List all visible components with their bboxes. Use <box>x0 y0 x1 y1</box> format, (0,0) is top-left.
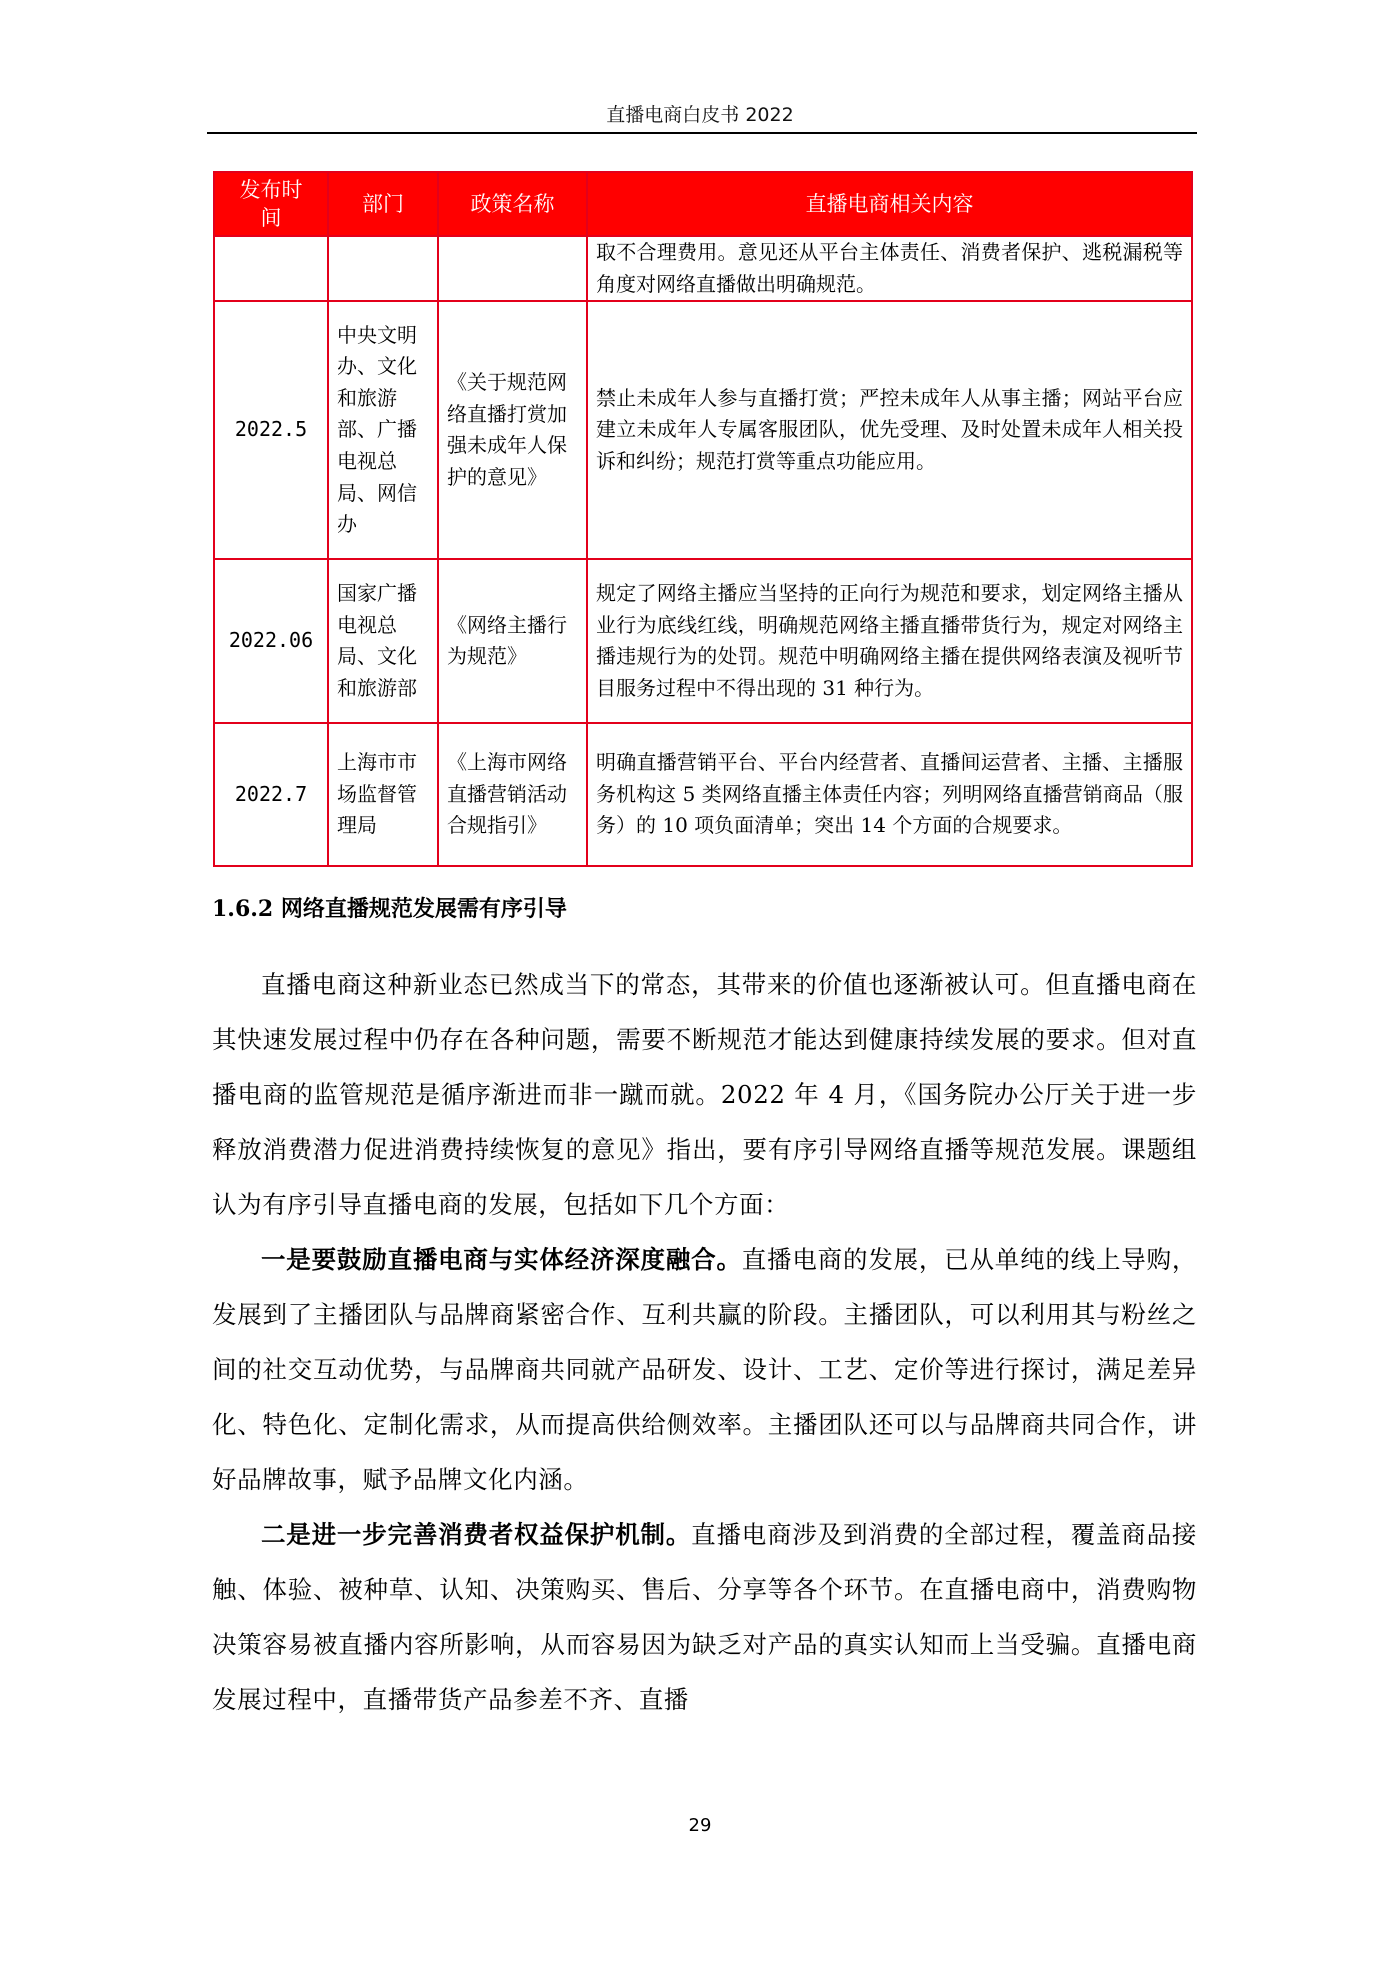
table-row <box>214 236 1192 301</box>
column-header-dept: 部门 <box>328 172 438 236</box>
cell-content <box>587 301 1192 559</box>
cell-content <box>587 723 1192 866</box>
page-number: 29 <box>688 1815 712 1836</box>
table-row <box>214 301 1192 559</box>
running-header-title: 直播电商白皮书 2022 <box>606 104 794 126</box>
cell-date <box>214 236 328 301</box>
cell-dept <box>328 236 438 301</box>
paragraph-text: 直播电商涉及到消费的全部过程，覆盖商品接触、体验、被种草、认知、决策购买、售后、分享等各个环节。在直播电商中，消费购物决策容易被直播内容所影响，从而容易因为缺乏对产品的真实认知而上当受骗。直播电商发展过程中，直播带货产品参差不齐、直播 <box>212 1520 1198 1714</box>
table-row <box>214 723 1192 866</box>
column-header-content: 直播电商相关内容 <box>587 172 1192 236</box>
paragraph-lead: 一是要鼓励直播电商与实体经济深度融合。 <box>261 1245 742 1274</box>
cell-dept: 国家广播电视总局、文化和旅游部 <box>328 559 438 723</box>
cell-date: 2022.7 <box>214 723 328 866</box>
cell-content <box>587 236 1192 301</box>
paragraph <box>212 957 1197 1232</box>
cell-name: 《网络主播行为规范》 <box>438 559 587 723</box>
column-header-date: 发布时间 <box>214 172 328 236</box>
cell-content-text: 明确直播营销平台、平台内经营者、直播间运营者、主播、主播服务机构这 5 类网络直播主体责任内容；列明网络直播营销商品（服务）的 10 项负面清单；突出 14 个方面的合规要求。 <box>596 750 1183 838</box>
paragraph-text: 直播电商的发展，已从单纯的线上导购，发展到了主播团队与品牌商紧密合作、互利共赢的阶段。主播团队，可以利用其与粉丝之间的社交互动优势，与品牌商共同就产品研发、设计、工艺、定价等进行探讨，满足差异化、特色化、定制化需求，从而提高供给侧效率。主播团队还可以与品牌商共同合作，讲好品牌故事，赋予品牌文化内涵。 <box>212 1245 1197 1494</box>
body-text <box>212 957 1197 1727</box>
cell-dept: 中央文明办、文化和旅游部、广播电视总局、网信办 <box>328 301 438 559</box>
cell-name: 《关于规范网络直播打赏加强未成年人保护的意见》 <box>438 301 587 559</box>
section-heading: 1.6.2 网络直播规范发展需有序引导 <box>212 896 567 922</box>
paragraph <box>212 1507 1197 1727</box>
policy-table <box>213 171 1193 867</box>
cell-content-text: 禁止未成年人参与直播打赏；严控未成年人从事主播；网站平台应建立未成年人专属客服团队，优先受理、及时处置未成年人相关投诉和纠纷；规范打赏等重点功能应用。 <box>596 385 1183 473</box>
cell-name: 《上海市网络直播营销活动合规指引》 <box>438 723 587 866</box>
cell-date: 2022.06 <box>214 559 328 723</box>
table-header-row <box>214 172 1192 236</box>
cell-date: 2022.5 <box>214 301 328 559</box>
cell-content-text: 规定了网络主播应当坚持的正向行为规范和要求，划定网络主播从业行为底线红线，明确规范网络主播直播带货行为，规定对网络主播违规行为的处罚。规范中明确网络主播在提供网络表演及视听节目服务过程中不得出现的 31 种行为。 <box>596 581 1183 700</box>
cell-dept: 上海市市场监督管理局 <box>328 723 438 866</box>
column-header-name: 政策名称 <box>438 172 587 236</box>
paragraph-lead: 二是进一步完善消费者权益保护机制。 <box>261 1520 692 1549</box>
table-row <box>214 559 1192 723</box>
cell-content-text: 取不合理费用。意见还从平台主体责任、消费者保护、逃税漏税等角度对网络直播做出明确规范。 <box>596 240 1183 296</box>
paragraph <box>212 1232 1197 1507</box>
paragraph-text: 直播电商这种新业态已然成当下的常态，其带来的价值也逐渐被认可。但直播电商在其快速发展过程中仍存在各种问题，需要不断规范才能达到健康持续发展的要求。但对直播电商的监管规范是循序渐进而非一蹴而就。2022 年 4 月，《国务院办公厅关于进一步释放消费潜力促进消费持续恢复的意见》指出，要有序引导网络直播等规范发展。课题组认为有序引导直播电商的发展，包括如下几个方面： <box>212 970 1197 1219</box>
header-rule <box>207 132 1197 134</box>
cell-content <box>587 559 1192 723</box>
cell-name <box>438 236 587 301</box>
